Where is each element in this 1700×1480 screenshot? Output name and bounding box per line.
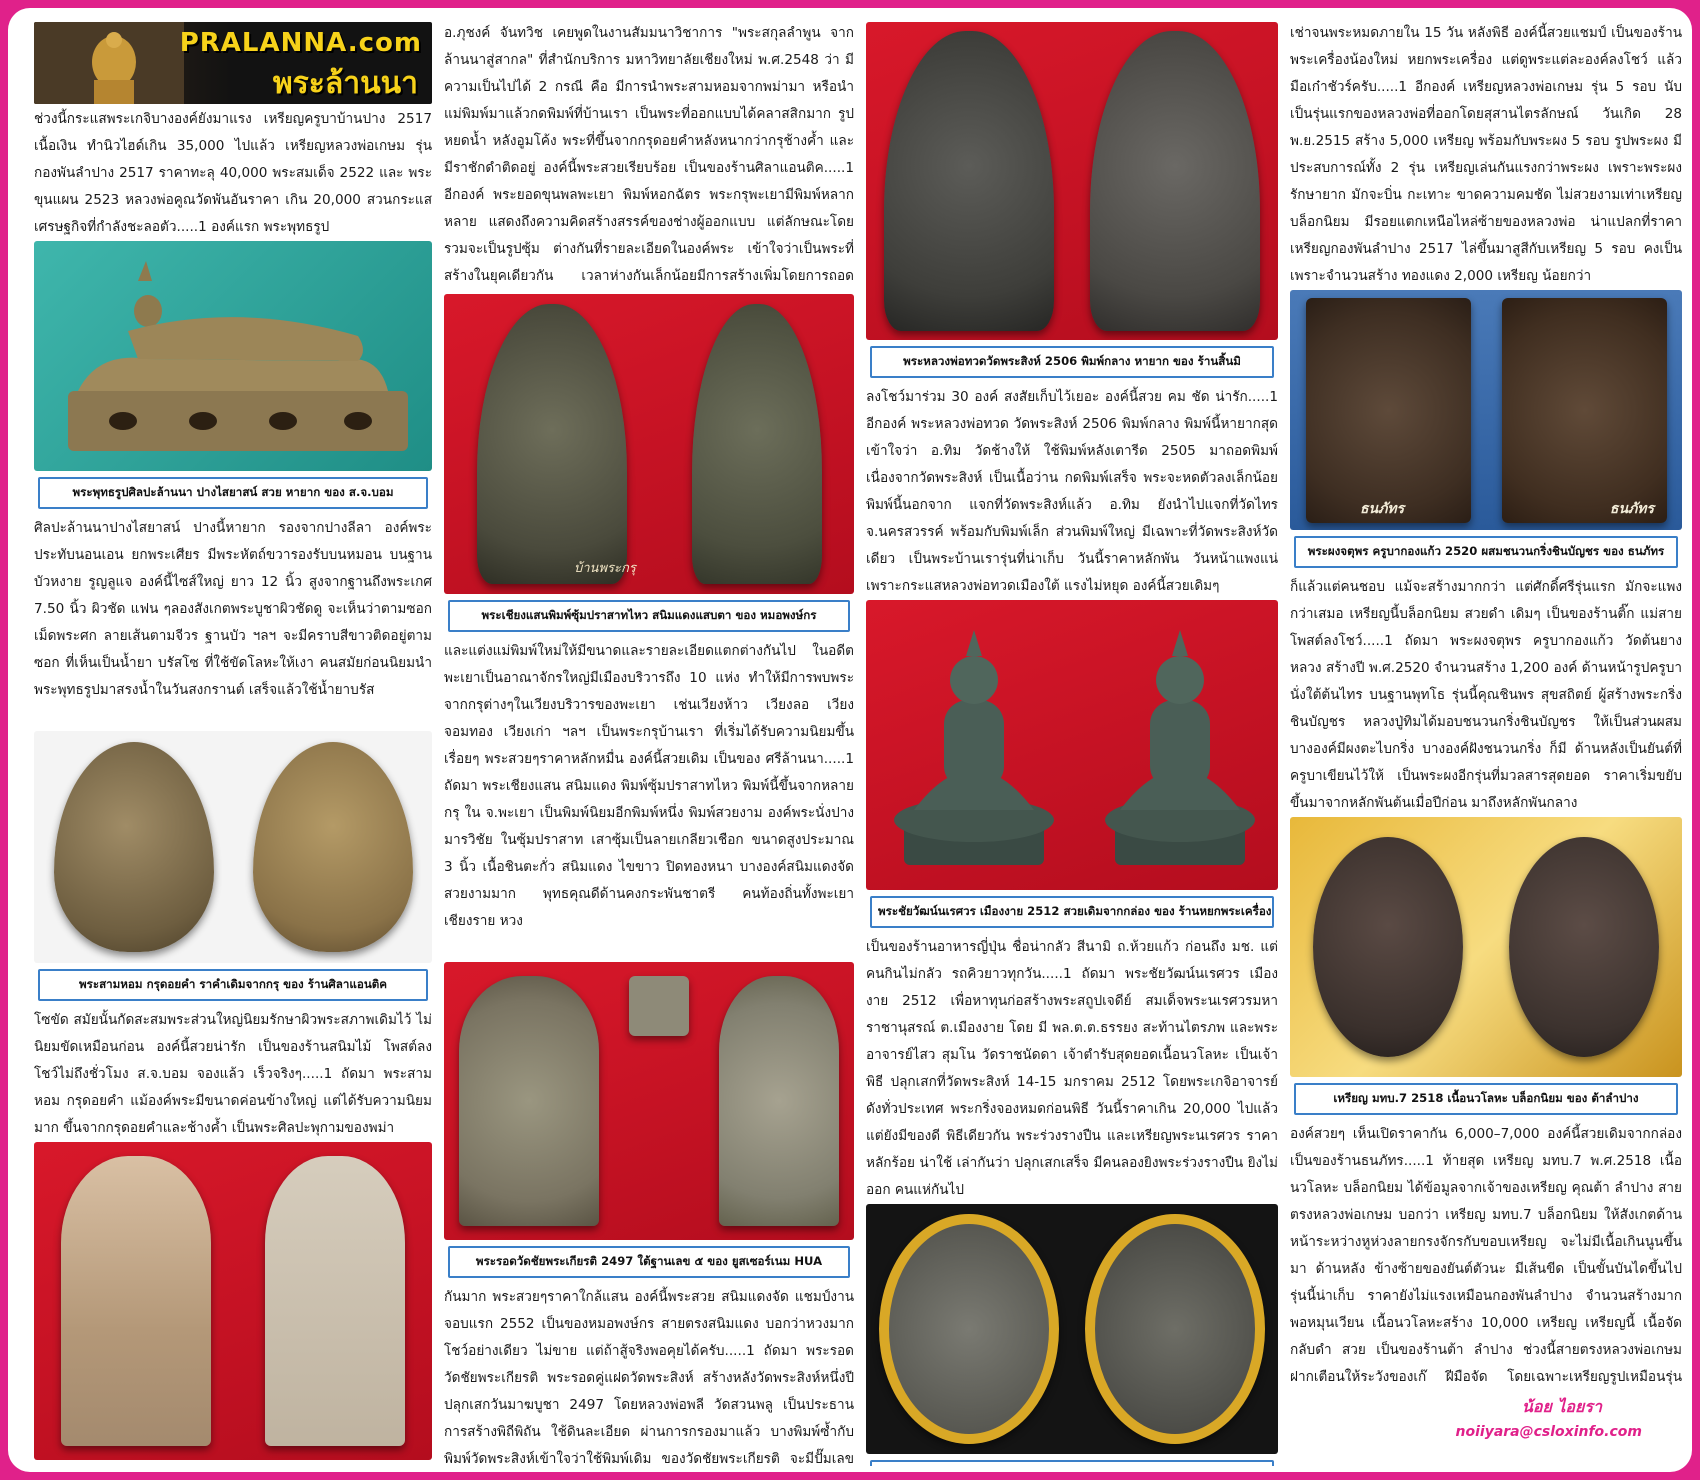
- photo-caption: พระพุทธรูปศิลปะล้านนา ปางไสยาสน์ สวย หายาก ของ ส.จ.บอม: [38, 477, 428, 509]
- photo-phrapong-chatuporn: [1290, 290, 1682, 530]
- magazine-page: [8, 8, 1692, 1472]
- medal-back-image: [1509, 837, 1659, 1057]
- column-2: [444, 22, 854, 1466]
- reclining-buddha-image: [38, 241, 428, 471]
- photo-watermark: ธนภัทร: [1360, 501, 1405, 517]
- site-name: พระล้านนา: [272, 66, 418, 101]
- amulet-front-image: [477, 304, 627, 584]
- buddha-statue-back-image: [1090, 610, 1270, 880]
- site-logo[interactable]: [34, 22, 432, 104]
- photo-caption: พระชัยวัฒน์นเรศวร เมืองงาย 2512 สวยเดิมจากกล่อง ของ ร้านหยกพระเครื่อง: [870, 896, 1274, 928]
- column-1: [34, 22, 432, 1466]
- amulet-front-image: [1306, 298, 1471, 523]
- article-paragraph: เป็นของร้านอาหารญี่ปุ่น ชื่อน่ากลัว สีนามิ ถ.ห้วยแก้ว ก่อนถึง มช. แต่คนกินไม่กลัว รถคิวยาวทุกวัน.....1 ถัดมา พระชัยวัฒน์นเรศวร เมืองงาย 2512 เพื่อหาทุนก่อสร้างพระสถูปเจดีย์ สมเด็จพระนเรศวรมหาราชานุสรณ์ ต.เมืองงาย โดย มี พล.ต.ต.ธรรยง สะท้านไตรภพ และพระอาจารย์ไสว สุมโน วัดราชนัดดา เจ้าตำรับสุดยอดเนื้อนวโลหะ เป็นเจ้าพิธี ปลุกเสกที่วัดพระสิงห์ 14-15 มกราคม 2512 โดยพระเกจิอาจารย์ดังทั่วประเทศ พระกริ่งจองหมดก่อนพิธี วันนี้ราคาเกิน 20,000 ไปแล้ว แต่ยังมีของดี พิธีเดียวกัน พระร่วงรางปืน และเหรียญพระนเรศวร ราคาหลักร้อย น่าใช้ เล่ากันว่า ปลุกเสกเสร็จ มีคนลองยิงพระร่วงรางปืน ยิงไม่ออก คนแห่กันไป: [866, 939, 1278, 1198]
- photo-luangphothuad-amulet: [866, 22, 1278, 340]
- column-3: [866, 22, 1278, 1466]
- photo-caption: พระหลวงพ่อทวดวัดพระสิงห์ 2506 พิมพ์กลาง หายาก ของ ร้านสิ้นมิ: [870, 346, 1274, 378]
- article-paragraph: กันมาก พระสวยๆราคาใกล้แสน องค์นี้พระสวย สนิมแดงจัด แชมป์งานจอบแรก 2552 เป็นของหมอพงษ์กร สายตรงสนิมแดง บอกว่าหวงมาก โชว์อย่างเดียว ไม่ขาย แต่ถ้าสู้จริงพอคุยได้ครับ.....1 ถัดมา พระรอด วัดชัยพระเกียรติ พระรอดคู่แฝดวัดพระสิงห์ สร้างหลังวัดพระสิงห์หนึ่งปี ปลุกเสกวันมาฆบูชา 2497 โดยหลวงพ่อพลี วัดสวนพลู เป็นประธาน การสร้างพิถีพิถัน ใช้ดินละเอียด ผ่านการกรองมาแล้ว บางพิมพ์ซ้ำกับพิมพ์วัดพระสิงห์เข้าใจว่าใช้พิมพ์เดิม ของวัดชัยพระเกียรติ จะมีปั๊มเลข: [444, 1289, 854, 1466]
- medal-front-image: [879, 1214, 1059, 1444]
- buddha-statue-image: [34, 22, 184, 104]
- photo-phrarod-amulet: [444, 962, 854, 1240]
- amulet-back-image: [1090, 31, 1260, 331]
- photo-caption: เหรียญ มทบ.7 2518 เนื้อนวโลหะ บล็อกนิยม ของ ต้าลำปาง: [1294, 1083, 1678, 1115]
- photo-chiangsaen-amulet: [444, 294, 854, 594]
- author-email[interactable]: noiiyara@csloxinfo.com: [1455, 1424, 1642, 1440]
- article-paragraph: และแต่งแม่พิมพ์ใหม่ให้มีขนาดและรายละเอียดแตกต่างกันไป ในอดีตพะเยาเป็นอาณาจักรใหญ่มีเมืองบริวารถึง 10 แห่ง ทำให้มีการพบพระจากกรุต่างๆในเวียงบริวารของพะเยา เช่นเวียงห้าว เวียงลอ เวียงจอมทอง เวียงเก่า ฯลฯ เป็นพระกรุบ้านเรา ที่เริ่มได้รับความนิยมขึ้นเรื่อยๆ พระสวยๆราคาหลักหมื่น องค์นี้สวยเดิม เป็นของ ศรีล้านนา.....1 ถัดมา พระเชียงแสน สนิมแดง พิมพ์ซุ้มปราสาทไหว พิมพ์นี้ขึ้นจากหลายกรุ ใน จ.พะเยา เป็นพิมพ์นิยมอีกพิมพ์หนึ่ง พิมพ์สวยงาม องค์พระนั่งปางมารวิชัย ในซุ้มปราสาท เสาซุ้มเป็นลายเกลียวเชือก ขนาดสูงประมาณ 3 นิ้ว เนื้อชินตะกั่ว สนิมแดง ไขขาว ปิดทองหนา บางองค์สนิมแดงจัดสวยงามมาก พุทธคุณดีด้านคงกระพันชาตรี คนท้องถิ่นทั้งพะเยา เชียงราย หวง: [444, 643, 854, 929]
- amulet-back-image: [265, 1156, 405, 1446]
- photo-caption: พระผงจตุพร ครูบากองแก้ว 2520 ผสมชนวนกริ่งชินบัญชร ของ ธนภัทร: [1294, 536, 1678, 568]
- photo-watermark: ธนภัทร: [1609, 501, 1654, 517]
- photo-kasem-medal: [866, 1204, 1278, 1454]
- amulet-base-number-image: [629, 976, 689, 1036]
- amulet-front-image: [61, 1156, 211, 1446]
- photo-watermark: บ้านพระกรุ: [574, 561, 636, 576]
- amulet-front-image: [54, 742, 214, 952]
- photo-mtb7-medal: [1290, 817, 1682, 1077]
- article-paragraph: องค์สวยๆ เห็นเปิดราคากัน 6,000–7,000 องค์นี้สวยเดิมจากกล่อง เป็นของร้านธนภัทร.....1 ท้ายสุด เหรียญ มทบ.7 พ.ศ.2518 เนื้อนวโลหะ บล็อกนิยม ได้ข้อมูลจากเจ้าของเหรียญ คุณต้า ลำปาง สายตรงหลวงพ่อเกษม บอกว่า เหรียญ มทบ.7 บล็อกนิยม ให้สังเกตด้านหน้าระหว่างหูห่วงลายกรงจักรกับขอบเหรียญ จะไม่มีเนื้อเกินนูนขึ้นมา ด้านหลัง ข้างซ้ายของยันต์ตัวนะ มีเส้นขีด เป็นขั้นบันไดขึ้นไป รุ่นนี้น่าเก็บ ราคายังไม่แรงเหมือนกองพันลำปาง จำนวนสร้างมาก พอหมุนเวียน เนื้อนวโลหะสร้าง 10,000 เหรียญ เหรียญนี้ เนื้อจัด กลับดำ สวย เป็นของร้านต้า ลำปาง ช่วงนี้สายตรงหลวงพ่อเกษม ฝากเตือนให้ระวังของเก๊ ฝีมือจัด โดยเฉพาะเหรียญรูปเหมือนรุ่น: [1290, 1126, 1682, 1385]
- photo-reclining-buddha: [34, 241, 432, 471]
- article-paragraph: ศิลปะล้านนาปางไสยาสน์ ปางนี้หายาก รองจากปางลีลา องค์พระประทับนอนเอน ยกพระเศียร มีพระหัตถ์ขวารองรับบนหมอน บนฐานบัวหงาย รูญลูแจ องค์นี้ไซส์ใหญ่ ยาว 12 นิ้ว สูงจากฐานถึงพระเกศ 7.50 นิ้ว ผิวชัด แฟน ๆลองสังเกตพระบูชาผิวชัดดู จะเห็นว่าตามซอกเม็ดพระศก ลายเส้นตามจีวร ฐานบัว ฯลฯ จะมีคราบสีขาวติดอยู่ตามซอก ที่เห็นเป็นน้ำยา บรัสโซ ที่ใช้ขัดโลหะให้เงา คนสมัยก่อนนิยมนำพระพุทธรูปมาสรงน้ำในวันสงกรานต์ เสร็จแล้วใช้น้ำยาบรัส: [34, 520, 432, 698]
- article-paragraph: เช่าจนพระหมดภายใน 15 วัน หลังพิธี องค์นี้สวยแชมป์ เป็นของร้านพระเครื่องน้องใหม่ หยกพระเครื่อง แต่ดูพระแต่ละองค์ลงโชว์ แล้วมือเก๋าชัวร์ครับ.....1 อีกองค์ เหรียญหลวงพ่อเกษม รุ่น 5 รอบ นับเป็นรุ่นแรกของหลวงพ่อที่ออกโดยสุสานไตรลักษณ์ วันเกิด 28 พ.ย.2515 สร้าง 5,000 เหรียญ พร้อมกับพระผง 5 รอบ รูปพระผง มีประสบการณ์ทั้ง 2 รุ่น เหรียญเล่นกันแรงกว่าพระผง เพราะพระผง รักษายาก มักจะบิ่น กะเทาะ ขาดความคมชัด ไม่สวยงามเท่าเหรียญ บล็อกนิยม มีรอยแตกเหนือไหล่ซ้ายของหลวงพ่อ น่าแปลกที่ราคาเหรียญกองพันลำปาง 2517 ไล่ขึ้นมาสูสีกับเหรียญ 5 รอบ คงเป็นเพราะจำนวนสร้าง ทองแดง 2,000 เหรียญ น้อยกว่า: [1290, 25, 1682, 284]
- photo-yodkhunphon-amulet: [34, 1142, 432, 1460]
- amulet-back-image: [719, 976, 839, 1226]
- article-paragraph: ลงโชว์มาร่วม 30 องค์ สงสัยเก็บไว้เยอะ องค์นี้สวย คม ชัด น่ารัก.....1 อีกองค์ พระหลวงพ่อทวด วัดพระสิงห์ 2506 พิมพ์กลาง พิมพ์นี้หายากสุด เข้าใจว่า อ.ทิม วัดช้างให้ ใช้พิมพ์หลังเตารีด 2505 มาถอดพิมพ์ เนื่องจากวัดพระสิงห์ เป็นเนื้อว่าน กดพิมพ์เสร็จ พระจะหดตัวลงเล็กน้อย พิมพ์นี้นอกจาก แจกที่วัดพระสิงห์แล้ว อ.ทิม ยังนำไปแจกที่วัดไทร จ.นครสวรรค์ พร้อมกับพิมพ์เล็ก ส่วนพิมพ์ใหญ่ มีเฉพาะที่วัดพระสิงห์วัดเดียว เป็นพระบ้านเรารุ่นที่น่าเก็บ วันนี้ราคาหลักพัน วันหน้าแพงแน่ เพราะกระแสหลวงพ่อทวดเมืองใต้ แรงไม่หยุด องค์นี้สวยเดิมๆ: [866, 389, 1278, 594]
- photo-caption: พระสามหอม กรุดอยคำ ราคำเดิมจากกรุ ของ ร้านศิลาแอนติค: [38, 969, 428, 1001]
- amulet-front-image: [884, 31, 1054, 331]
- article-paragraph: อ.ภุชงค์ จันทวิช เคยพูดในงานสัมมนาวิชาการ "พระสกุลลำพูน จากล้านนาสู่สากล" ที่สำนักบริการ มหาวิทยาลัยเชียงใหม่ พ.ศ.2548 ว่า มีความเป็นไปได้ 2 กรณี คือ มีการนำพระสามหอมจากพม่ามา หรือนำแม่พิมพ์มาแล้วกดพิมพ์ที่บ้านเรา เป็นพระที่ออกแบบได้คลาสสิกมาก รูปหยดน้ำ หลังอูมโค้ง พระที่ขึ้นจากกรุดอยคำหลังหนากว่ากรุช้างค้ำ และมีราชักดำติดอยู่ องค์นี้พระสวยเรียบร้อย เป็นของร้านศิลาแอนติค.....1 อีกองค์ พระยอดขุนพลพะเยา พิมพ์หอกฉัตร พระกรุพะเยามีพิมพ์หลากหลาย แสดงถึงความคิดสร้างสรรค์ของช่างผู้ออกแบบ แต่ลักษณะโดยรวมจะเป็นรูปซุ้ม ต่างกันที่รายละเอียดในองค์พระ เข้าใจว่าเป็นพระที่สร้างในยุคเดียวกัน เวลาห่างกันเล็กน้อยมีการสร้างเพิ่มโดยการถอด: [444, 25, 854, 284]
- photo-samhom-amulet: [34, 731, 432, 963]
- medal-front-image: [1313, 837, 1463, 1057]
- column-4: [1290, 22, 1682, 1466]
- article-paragraph: ช่วงนี้กระแสพระเกจิบางองค์ยังมาแรง เหรียญครูบาบ้านปาง 2517 เนื้อเงิน ทำนิวไฮด์เกิน 35,000 ไปแล้ว เหรียญหลวงพ่อเกษม รุ่นกองพันลำปาง 2517 ราคาทะลุ 40,000 พระสมเด็จ 2522 และ พระขุนแผน 2523 หลวงพ่อคูณวัดพันอันราคา เกิน 20,000 สวนกระแสเศรษฐกิจที่กำลังชะลอตัว.....1 องค์แรก พระพุทธรูป: [34, 111, 432, 235]
- author-name: น้อย ไอยรา: [1521, 1397, 1602, 1416]
- amulet-back-image: [692, 304, 822, 584]
- article-paragraph: โซขัด สมัยนั้นกัดสะสมพระส่วนใหญ่นิยมรักษาผิวพระสภาพเดิมไว้ ไม่นิยมขัดเหมือนก่อน องค์นี้สวยน่ารัก เป็นของร้านสนิมไม้ โพสต์ลงโชว์ไม่ถึงชั่วโมง ส.จ.บอม จองแล้ว เร็วจริงๆ.....1 ถัดมา พระสามหอม กรุดอยคำ แม้องค์พระมีขนาดค่อนข้างใหญ่ แต่ได้รับความนิยมมาก ขึ้นจากกรุดอยคำและช้างค้ำ เป็นพระศิลปะพุกามของพม่า: [34, 1012, 432, 1136]
- article-paragraph: ก็แล้วแต่คนชอบ แม้จะสร้างมากกว่า แต่ศักดิ์ศรีรุ่นแรก มักจะแพงกว่าเสมอ เหรียญนี้บล็อกนิยม สวยดำ เดิมๆ เป็นของร้านติ๊ก แม่สาย โพสต์ลงโชว์.....1 ถัดมา พระผงจตุพร ครูบากองแก้ว วัดต้นยางหลวง สร้างปี พ.ศ.2520 จำนวนสร้าง 1,200 องค์ ด้านหน้ารูปครูบา นั่งใต้ต้นไทร บนฐานพุทโธ รุ่นนี้คุณชินพร สุขสถิตย์ ผู้สร้างพระกริ่งชินบัญชร หลวงปู่ทิมได้มอบชนวนกริ่งชินบัญชร ให้เป็นส่วนผสม บางองค์มีผงตะไบกริ่ง บางองค์ฝังชนวนกริ่ง ก็มี ด้านหลังเป็นยันต์ที่ครูบาเขียนไว้ให้ เป็นพระผงอีกรุ่นที่มวลสารสุดยอด ราคาเริ่มขยับขึ้นมาจากหลักพันต้นเมื่อปีก่อน มาถึงหลักพันกลาง: [1290, 579, 1682, 811]
- amulet-back-image: [253, 742, 413, 952]
- photo-caption: พระรอดวัดชัยพระเกียรติ 2497 ใต้ฐานเลข ๕ ของ ยูสเซอร์เนม HUA: [448, 1246, 850, 1278]
- buddha-statue-front-image: [874, 610, 1074, 880]
- photo-caption: [870, 1460, 1274, 1466]
- medal-back-image: [1085, 1214, 1265, 1444]
- photo-chaiwat-naresuan: [866, 600, 1278, 890]
- amulet-back-image: [1502, 298, 1667, 523]
- photo-caption: พระเชียงแสนพิมพ์ซุ้มปราสาทไหว สนิมแดงแสบตา ของ หมอพงษ์กร: [448, 600, 850, 632]
- site-url: PRALANNA.com: [179, 28, 422, 58]
- amulet-front-image: [459, 976, 599, 1226]
